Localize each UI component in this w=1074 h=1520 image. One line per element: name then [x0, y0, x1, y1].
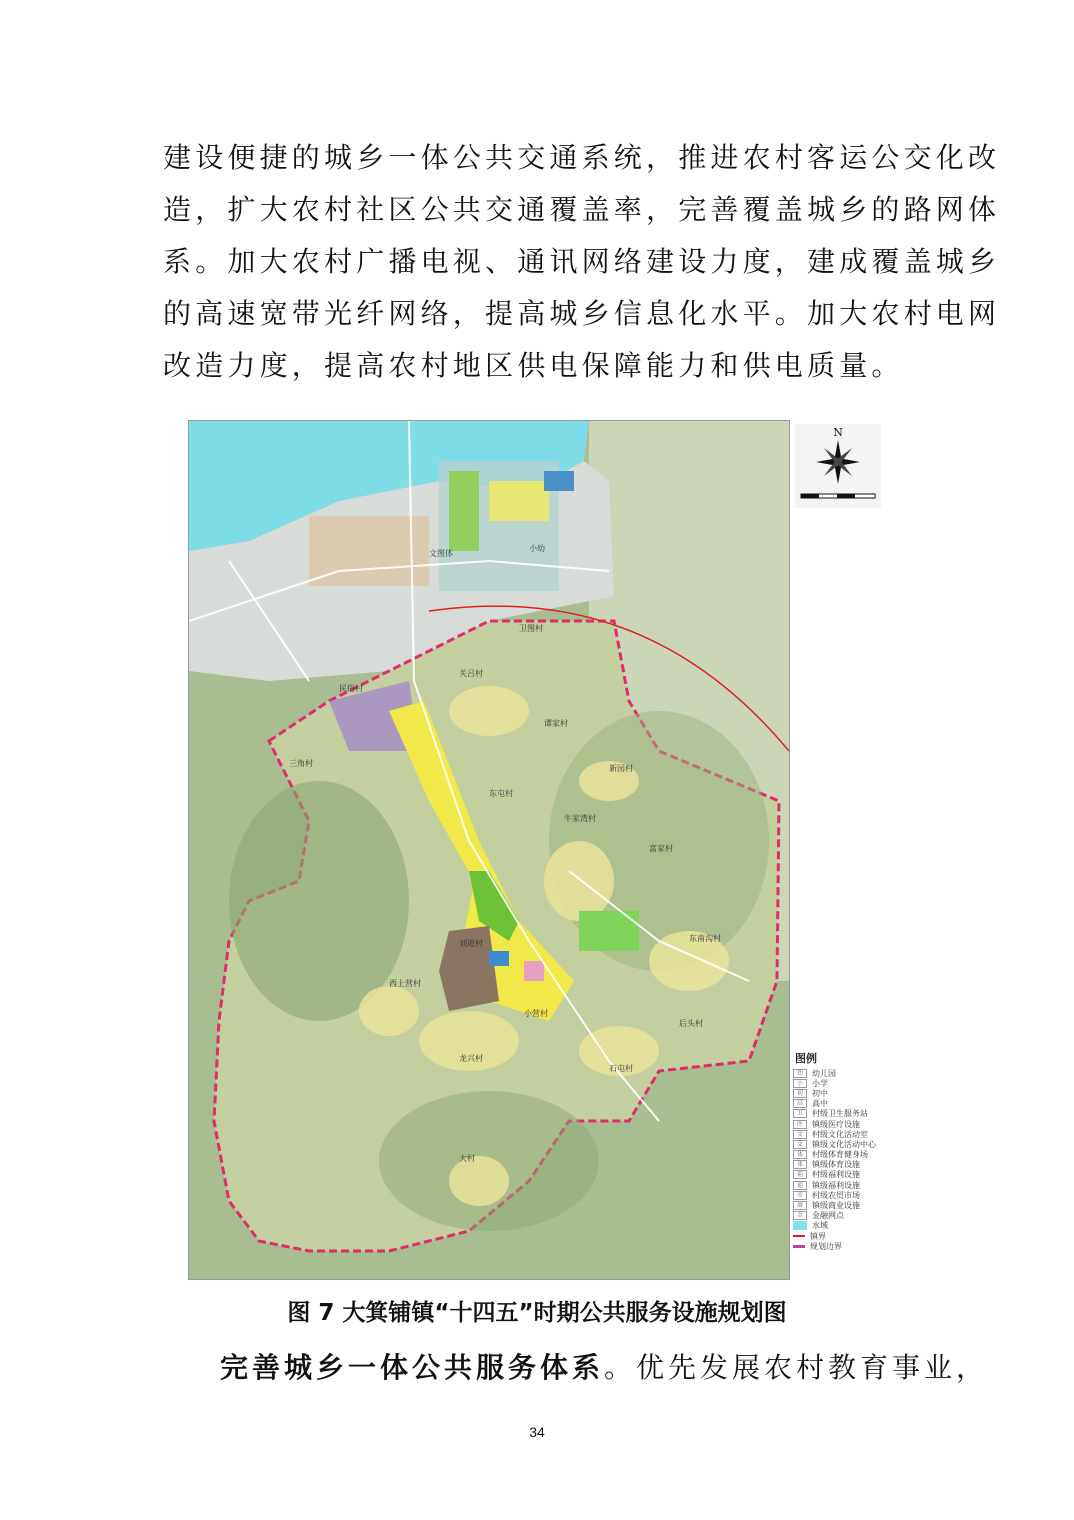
legend-label: 水域 — [812, 1221, 828, 1231]
village-label: 文图体 — [429, 549, 453, 558]
legend-label: 村级体育健身场 — [812, 1150, 868, 1160]
legend-symbol: 卫 — [793, 1109, 807, 1118]
facility-block — [524, 961, 544, 981]
body-paragraph-1 — [163, 132, 1001, 392]
residential-block — [489, 481, 549, 521]
legend-item — [789, 1139, 889, 1149]
green-space — [579, 911, 639, 951]
legend-label: 镇级福利设施 — [812, 1180, 860, 1190]
legend-symbol: 医 — [793, 1120, 807, 1129]
village-label: 新园村 — [609, 764, 633, 773]
mountain — [229, 781, 409, 1021]
village-label: 牛家湾村 — [564, 814, 596, 823]
legend-item — [789, 1170, 889, 1180]
map-illustration — [189, 421, 789, 1279]
village-label: 后头村 — [679, 1019, 703, 1028]
paragraph-heading: 完善城乡一体公共服务体系 — [220, 1351, 605, 1384]
legend-title: 图例 — [795, 1052, 817, 1065]
north-arrow-scale — [793, 422, 883, 510]
legend-symbol: 福 — [793, 1170, 807, 1179]
village-label: 小营村 — [524, 1009, 548, 1018]
village-label: 大村 — [459, 1154, 475, 1163]
paragraph-line: 的高速宽带光纤网络，提高城乡信息化水平。加大农村电网 — [163, 297, 1001, 330]
village-label: 关吕村 — [459, 669, 483, 678]
legend-label: 小学 — [812, 1078, 828, 1088]
legend-symbol — [793, 1235, 805, 1237]
paragraph-line: 改造力度，提高农村地区供电保障能力和供电质量。 — [163, 349, 904, 382]
legend-item — [789, 1221, 889, 1231]
legend-item — [789, 1190, 889, 1200]
figure-caption: 图 7 大箕铺镇“十四五”时期公共服务设施规划图 — [287, 1300, 787, 1326]
legend-item — [789, 1078, 889, 1088]
page-number: 34 — [529, 1424, 545, 1440]
legend-item — [789, 1160, 889, 1170]
legend-label: 幼儿园 — [812, 1068, 836, 1078]
legend-symbol: 文 — [793, 1130, 807, 1139]
legend-item — [789, 1109, 889, 1119]
legend-label: 村级农贸市场 — [812, 1190, 860, 1200]
village-label: 东南沟村 — [689, 934, 721, 943]
paragraph-text: 。优先发展农村教育事业， — [604, 1351, 989, 1384]
legend-item — [789, 1180, 889, 1190]
legend-symbol: 初 — [793, 1089, 807, 1098]
legend-label: 镇级文化活动中心 — [812, 1139, 876, 1149]
legend-item — [789, 1150, 889, 1160]
legend-symbol: 体 — [793, 1150, 807, 1159]
map-legend — [789, 1048, 889, 1276]
village-label: 西上营村 — [389, 979, 421, 988]
legend-symbol: 市 — [793, 1191, 807, 1200]
legend-symbol: 文 — [793, 1140, 807, 1149]
legend-item — [789, 1119, 889, 1129]
legend-symbol — [793, 1245, 805, 1248]
north-label: N — [833, 426, 843, 439]
paragraph-line: 造，扩大农村社区公共交通覆盖率，完善覆盖城乡的路网体 — [163, 193, 1001, 226]
legend-symbol: 高 — [793, 1099, 807, 1108]
legend-label: 村级福利设施 — [812, 1170, 860, 1180]
legend-item — [789, 1200, 889, 1210]
legend-item — [789, 1129, 889, 1139]
village-label: 龙兴村 — [459, 1054, 483, 1063]
paragraph-line: 系。加大农村广播电视、通讯网络建设力度，建成覆盖城乡 — [163, 245, 1001, 278]
legend-label: 镇界 — [810, 1231, 826, 1241]
village-label: 谭家村 — [544, 719, 568, 728]
legend-label: 镇级体育设施 — [812, 1160, 860, 1170]
legend-item — [789, 1241, 889, 1251]
facility-block — [489, 951, 509, 966]
legend-label: 镇级商业设施 — [812, 1201, 860, 1211]
legend-label: 高中 — [812, 1099, 828, 1109]
legend-item — [789, 1231, 889, 1241]
legend-label: 初中 — [812, 1088, 828, 1098]
legend-label: 金融网点 — [812, 1211, 844, 1221]
village-label: 刘道村 — [459, 939, 483, 948]
village-label: 卫图村 — [519, 624, 543, 633]
legend-symbol: 福 — [793, 1181, 807, 1190]
village-label: 石屯村 — [609, 1064, 633, 1073]
legend-symbol: 小 — [793, 1079, 807, 1088]
legend-symbol: 商 — [793, 1201, 807, 1210]
village-label: 三角村 — [289, 759, 313, 768]
planning-map — [188, 420, 790, 1280]
legend-item — [789, 1099, 889, 1109]
legend-label: 镇级医疗设施 — [812, 1119, 860, 1129]
village-label: 民俗村 — [339, 684, 363, 693]
legend-label: 村级卫生服务站 — [812, 1109, 868, 1119]
village-label: 富家村 — [649, 844, 673, 853]
legend-rows — [789, 1068, 889, 1251]
legend-symbol: 体 — [793, 1160, 807, 1169]
legend-label: 村级文化活动室 — [812, 1129, 868, 1139]
paragraph-line: 建设便捷的城乡一体公共交通系统，推进农村客运公交化改 — [163, 141, 1001, 174]
body-paragraph-2 — [220, 1346, 988, 1386]
facility-block — [544, 471, 574, 491]
legend-symbol: 金 — [793, 1211, 807, 1220]
scale-bar-segment — [837, 494, 855, 498]
legend-item — [789, 1068, 889, 1078]
legend-label: 规划边界 — [810, 1241, 842, 1251]
legend-symbol — [793, 1221, 807, 1230]
village-label: 东屯村 — [489, 789, 513, 798]
legend-symbol: 幼 — [793, 1069, 807, 1078]
village-label: 小幼 — [529, 544, 545, 553]
legend-item — [789, 1088, 889, 1098]
scale-bar-segment — [801, 494, 819, 498]
green-space — [449, 471, 479, 551]
legend-item — [789, 1211, 889, 1221]
